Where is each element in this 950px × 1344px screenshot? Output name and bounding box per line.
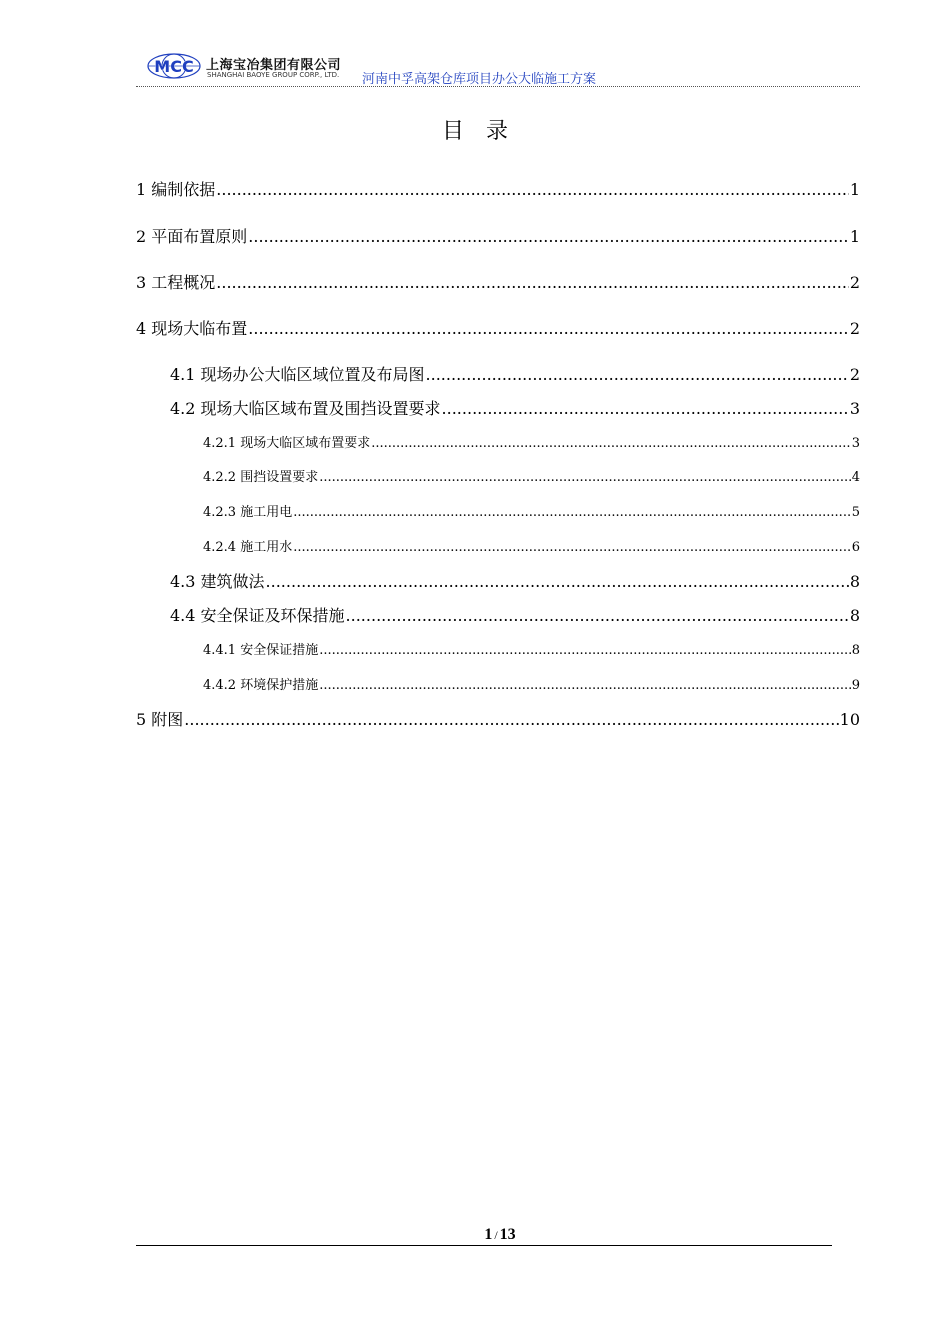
toc-entry[interactable]	[170, 396, 860, 419]
toc-leader	[216, 273, 849, 292]
toc-entry-page: 3	[851, 436, 860, 451]
toc-leader	[293, 505, 851, 520]
toc-leader	[319, 678, 851, 693]
document-header-title: 河南中孚高架仓库项目办公大临施工方案	[362, 72, 597, 87]
toc-entry[interactable]	[170, 603, 860, 626]
toc-entry-label: 4.1 现场办公大临区域位置及布局图	[170, 365, 425, 384]
page-separator: /	[494, 1228, 498, 1242]
toc-leader	[216, 180, 849, 199]
toc-entry-label: 4.2.2 围挡设置要求	[203, 470, 319, 485]
toc-entry-page: 4	[851, 470, 860, 485]
toc-entry[interactable]	[203, 501, 860, 520]
toc-entry-label: 4.2.3 施工用电	[203, 505, 293, 520]
company-name-cn: 上海宝冶集团有限公司	[206, 58, 342, 73]
toc-entry-label: 4.2.1 现场大临区域布置要求	[203, 436, 371, 451]
toc-entry[interactable]	[136, 707, 860, 730]
toc-leader	[346, 606, 849, 625]
toc-entry-label: 4.2.4 施工用水	[203, 540, 293, 555]
toc-entry-label: 1 编制依据	[136, 180, 216, 199]
toc-leader	[442, 399, 849, 418]
toc-entry-label: 4.2 现场大临区域布置及围挡设置要求	[170, 399, 441, 418]
toc-entry-page: 2	[849, 319, 860, 338]
page-number	[0, 1226, 950, 1244]
toc-leader	[293, 540, 851, 555]
toc-entry-page: 10	[839, 710, 860, 729]
toc-entry[interactable]	[136, 224, 860, 247]
company-name-en: SHANGHAI BAOYE GROUP CORP., LTD.	[207, 71, 340, 79]
toc-entry[interactable]	[136, 316, 860, 339]
toc-leader	[319, 643, 851, 658]
logo-mark-text: MCC	[154, 57, 194, 76]
toc-entry-page: 3	[849, 399, 860, 418]
toc-entry-page: 8	[849, 606, 860, 625]
toc-entry-label: 2 平面布置原则	[136, 227, 248, 246]
toc-entry[interactable]	[203, 674, 860, 693]
toc-entry-page: 2	[849, 273, 860, 292]
toc-entry-page: 9	[851, 678, 860, 693]
toc-title: 目录	[441, 119, 530, 144]
toc-entry[interactable]	[203, 639, 860, 658]
toc-leader	[426, 365, 849, 384]
toc-entry[interactable]	[170, 569, 860, 592]
toc-entry-label: 4.4 安全保证及环保措施	[170, 606, 345, 625]
toc-entry[interactable]	[136, 177, 860, 200]
toc-leader	[248, 227, 849, 246]
toc-entry[interactable]	[136, 270, 860, 293]
toc-entry-page: 2	[849, 365, 860, 384]
toc-entry-label: 4.4.2 环境保护措施	[203, 678, 319, 693]
toc-entry-page: 6	[851, 540, 860, 555]
toc-leader	[319, 470, 851, 485]
footer-rule	[136, 1245, 832, 1246]
toc-entry[interactable]	[170, 362, 860, 385]
toc-entry[interactable]	[203, 536, 860, 555]
toc-entry-label: 3 工程概况	[136, 273, 216, 292]
toc-entry-page: 8	[851, 643, 860, 658]
toc-entry-page: 1	[849, 227, 860, 246]
toc-entry-page: 5	[851, 505, 860, 520]
toc-leader	[248, 319, 849, 338]
toc-entry-label: 5 附图	[136, 710, 184, 729]
toc-leader	[184, 710, 838, 729]
toc-entry-label: 4.4.1 安全保证措施	[203, 643, 319, 658]
total-pages: 13	[499, 1226, 516, 1243]
current-page: 1	[484, 1226, 493, 1243]
toc-leader	[266, 572, 849, 591]
toc-entry-page: 1	[849, 180, 860, 199]
toc-entry-label: 4 现场大临布置	[136, 319, 248, 338]
toc-leader	[371, 436, 851, 451]
toc-entry[interactable]	[203, 466, 860, 485]
toc-entry-label: 4.3 建筑做法	[170, 572, 265, 591]
toc-entry[interactable]	[203, 432, 860, 451]
toc-entry-page: 8	[849, 572, 860, 591]
